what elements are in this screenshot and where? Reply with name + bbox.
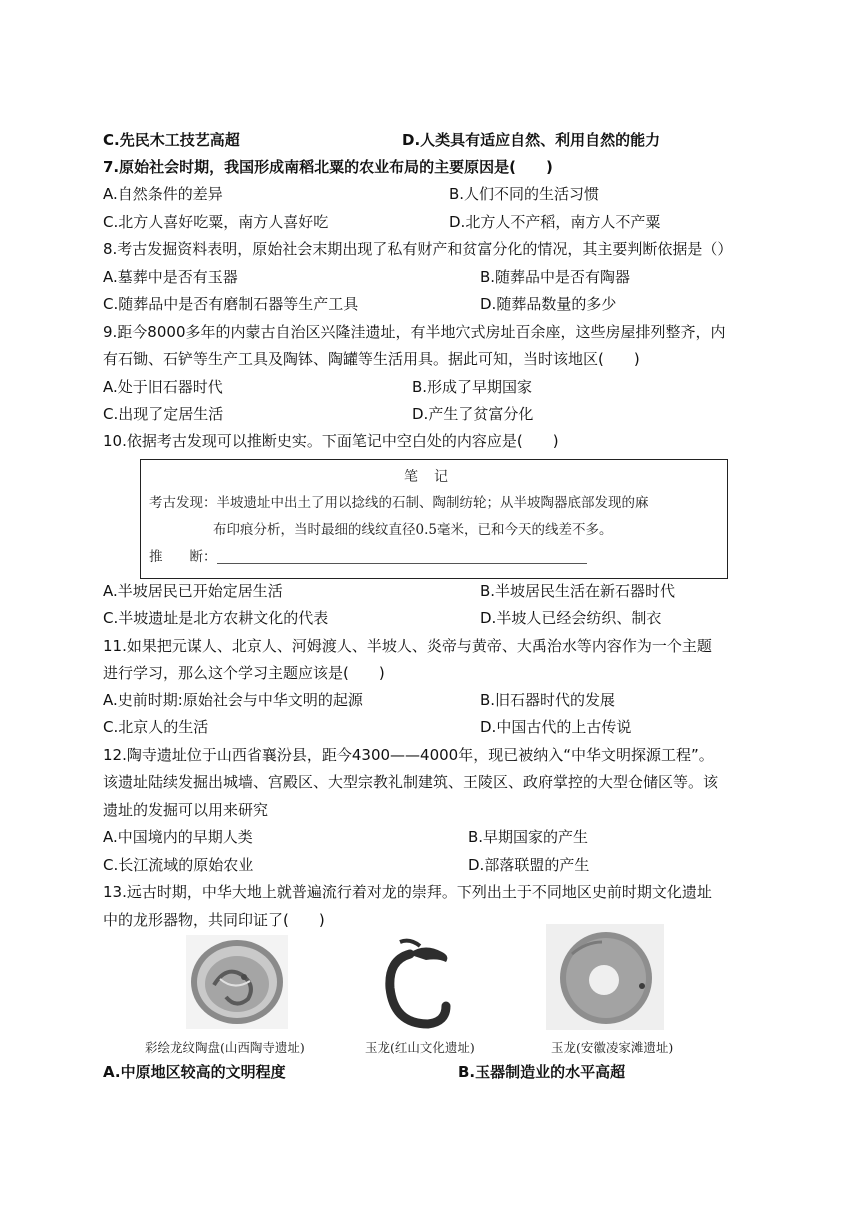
q13-stem-line1: 13.远古时期，中华大地上就普遍流行着对龙的崇拜。下列出土于不同地区史前时期文化遗址 [103,883,712,901]
q9-option-d: D.产生了贫富分化 [412,405,534,423]
notes-inference-row [149,548,587,566]
q12-stem-line1: 12.陶寺遗址位于山西省襄汾县，距今4300——4000年，现已被纳入“中华文明探源工程”。 [103,746,714,764]
q10-option-a: A.半坡居民已开始定居生活 [103,582,283,600]
q11-option-d: D.中国古代的上古传说 [480,718,632,736]
q7-option-c: C.北方人喜好吃粟，南方人喜好吃 [103,213,329,231]
q7-stem: 7.原始社会时期，我国形成南稻北粟的农业布局的主要原因是( ) [103,158,553,176]
q6-option-c: C.先民木工技艺高超 [103,131,240,149]
q13-option-b: B.玉器制造业的水平高超 [458,1063,626,1081]
caption-painted-plate: 彩绘龙纹陶盘(山西陶寺遗址) [145,1040,305,1055]
q6-option-d: D.人类具有适应自然、利用自然的能力 [402,131,661,149]
q11-stem-line2: 进行学习，那么这个学习主题应该是( ) [103,664,385,682]
lingjiatan-jade-dragon-image [546,924,664,1030]
notes-inference-label: 推 断： [149,549,217,565]
notes-blank-line [217,551,587,564]
notes-title: 笔记 [404,469,464,485]
notes-discovery-line2: 布印痕分析，当时最细的线纹直径0.5毫米，已和今天的线差不多。 [213,522,613,538]
q9-stem-line1: 9.距今8000多年的内蒙古自治区兴隆洼遗址，有半地穴式房址百余座，这些房屋排列整齐，内 [103,323,726,341]
q12-option-b: B.早期国家的产生 [468,828,589,846]
q9-stem-line2: 有石锄、石铲等生产工具及陶钵、陶罐等生活用具。据此可知，当时该地区( ) [103,350,640,368]
q7-option-b: B.人们不同的生活习惯 [449,185,600,203]
q12-stem-line2: 该遗址陆续发掘出城墙、宫殿区、大型宗教礼制建筑、王陵区、政府掌控的大型仓储区等。该 [103,773,719,791]
q13-option-a: A.中原地区较高的文明程度 [103,1063,286,1081]
q11-option-a: A.史前时期:原始社会与中华文明的起源 [103,691,363,709]
hongshan-jade-dragon-image [380,932,460,1034]
notes-discovery-line1: 考古发现：半坡遗址中出土了用以捻线的石制、陶制纺轮；从半坡陶器底部发现的麻 [149,495,649,511]
q9-option-a: A.处于旧石器时代 [103,378,223,396]
q7-option-d: D.北方人不产稻，南方人不产粟 [449,213,661,231]
q10-option-d: D.半坡人已经会纺织、制衣 [480,609,662,627]
q9-option-b: B.形成了早期国家 [412,378,533,396]
q8-stem: 8.考古发掘资料表明，原始社会末期出现了私有财产和贫富分化的情况，其主要判断依据是（） [103,240,733,258]
q12-option-d: D.部落联盟的产生 [468,856,590,874]
q10-option-c: C.半坡遗址是北方农耕文化的代表 [103,609,329,627]
q11-option-b: B.旧石器时代的发展 [480,691,616,709]
q11-option-c: C.北京人的生活 [103,718,209,736]
q12-option-a: A.中国境内的早期人类 [103,828,253,846]
q12-option-c: C.长江流域的原始农业 [103,856,254,874]
q8-option-a: A.墓葬中是否有玉器 [103,268,238,286]
q11-stem-line1: 11.如果把元谋人、北京人、河姆渡人、半坡人、炎帝与黄帝、大禹治水等内容作为一个主题 [103,637,712,655]
q8-option-d: D.随葬品数量的多少 [480,295,617,313]
caption-lingjiatan-jade-dragon: 玉龙(安徽凌家滩遗址) [551,1040,674,1055]
notes-box [140,459,728,579]
q8-option-c: C.随葬品中是否有磨制石器等生产工具 [103,295,359,313]
painted-dragon-plate-image [186,935,288,1029]
q12-stem-line3: 遗址的发掘可以用来研究 [103,801,269,819]
q13-stem-line2: 中的龙形器物，共同印证了( ) [103,911,325,929]
q10-option-b: B.半坡居民生活在新石器时代 [480,582,676,600]
caption-hongshan-jade-dragon: 玉龙(红山文化遗址) [365,1040,475,1055]
q8-option-b: B.随葬品中是否有陶器 [480,268,631,286]
q10-stem: 10.依据考古发现可以推断史实。下面笔记中空白处的内容应是( ) [103,432,559,450]
q7-option-a: A.自然条件的差异 [103,185,223,203]
q9-option-c: C.出现了定居生活 [103,405,224,423]
